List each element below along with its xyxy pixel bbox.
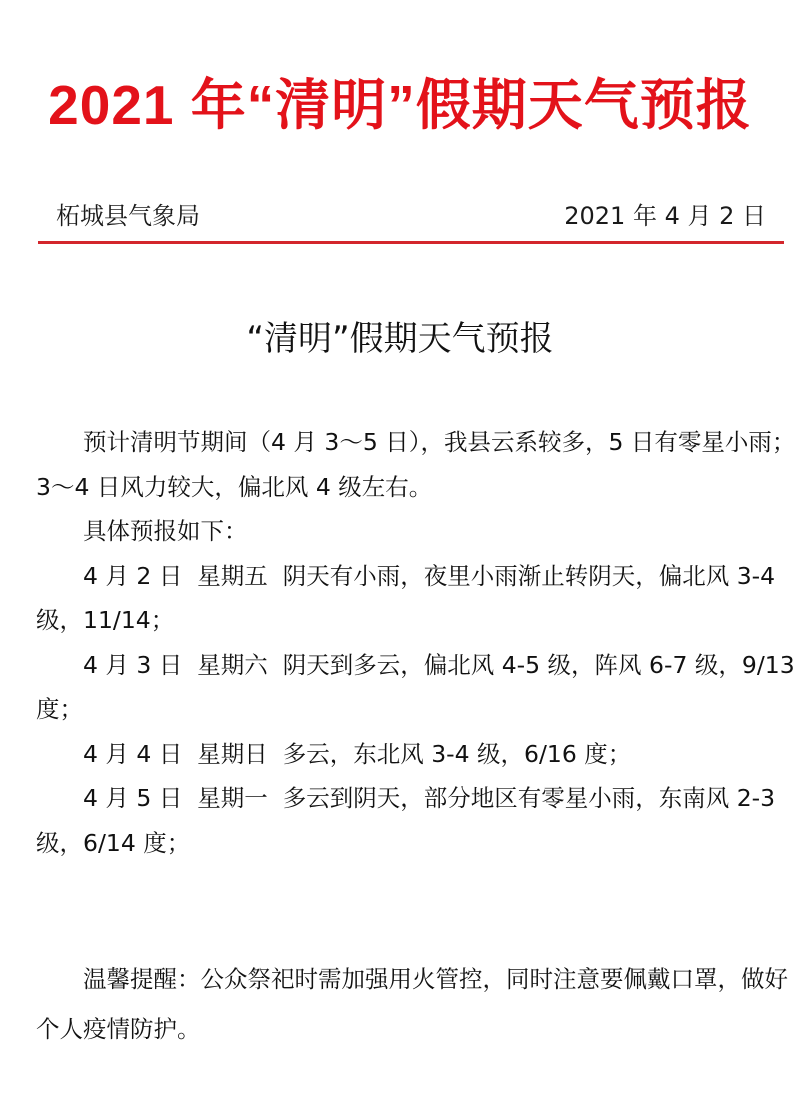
- document-header: [56, 196, 766, 236]
- forecast-body: [36, 420, 800, 865]
- forecast-day: [36, 554, 800, 643]
- forecast-intro: 具体预报如下：: [83, 517, 248, 545]
- forecast-detail: 多云到阴天，部分地区有零星小雨，东南风 2-3 级，6/14 度；: [36, 784, 776, 857]
- forecast-detail: 阴天到多云，偏北风 4-5 级，阵风 6-7 级，9/13 度；: [36, 650, 795, 723]
- issuer-name: 柘城县气象局: [56, 202, 200, 230]
- reminder-text: 温馨提醒：公众祭祀时需加强用火管控，同时注意要佩戴口罩，做好个人疫情防护。: [36, 965, 788, 1043]
- sub-title: “清明”假期天气预报: [246, 319, 554, 359]
- forecast-weekday: 星期一: [197, 784, 268, 812]
- red-divider: [38, 241, 784, 244]
- forecast-weekday: 星期日: [197, 739, 268, 768]
- summary-paragraph: 预计清明节期间（4 月 3～5 日），我县云系较多，5 日有零星小雨；3～4 日风力较大，偏北风 4 级左右。: [36, 428, 796, 501]
- forecast-date: 4 月 2 日: [83, 561, 183, 590]
- forecast-weekday: 星期五: [197, 561, 268, 590]
- main-title: 2021 年“清明”假期天气预报: [48, 74, 752, 136]
- forecast-date: 4 月 4 日: [83, 739, 183, 768]
- issue-date: 2021 年 4 月 2 日: [564, 202, 766, 230]
- forecast-detail: 多云，东北风 3-4 级，6/16 度；: [282, 739, 632, 768]
- forecast-date: 4 月 3 日: [83, 650, 183, 679]
- forecast-weekday: 星期六: [197, 650, 268, 679]
- forecast-day: [36, 643, 800, 732]
- reminder-paragraph: [36, 954, 800, 1054]
- forecast-detail: 阴天有小雨，夜里小雨渐止转阴天，偏北风 3-4 级，11/14；: [36, 561, 776, 634]
- forecast-date: 4 月 5 日: [83, 784, 183, 812]
- forecast-day: [36, 732, 800, 777]
- forecast-day: [36, 776, 800, 865]
